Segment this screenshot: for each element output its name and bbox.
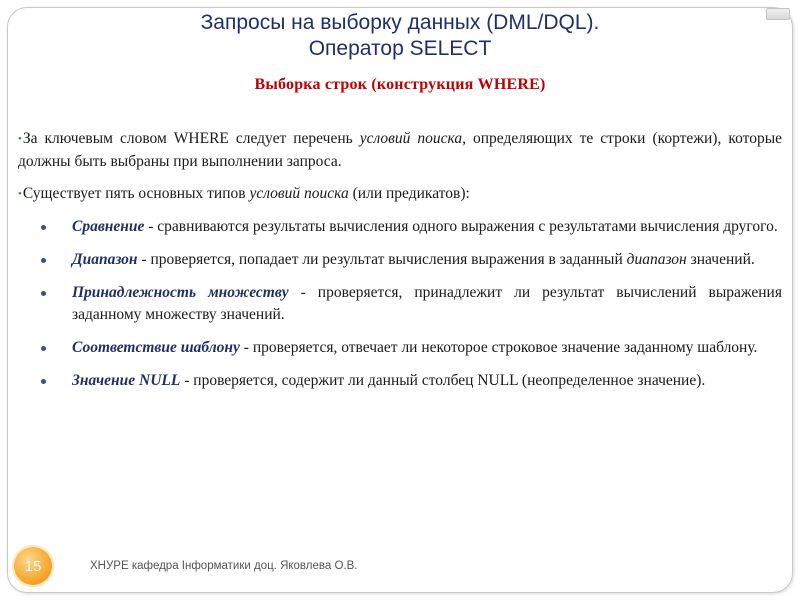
desc-comparison: - сравниваются результаты вычисления одного выражения с результатами вычисления другого. xyxy=(144,218,778,235)
list-bullet-icon xyxy=(41,291,46,296)
predicate-types-list xyxy=(18,216,782,392)
desc-range-after: значений. xyxy=(686,251,755,268)
list-bullet-icon xyxy=(41,258,46,263)
term-range: Диапазон xyxy=(72,251,138,268)
desc-membership: - проверяется, принадлежит ли результат вычислений выражения заданному множеству значений. xyxy=(72,284,782,323)
p1-after: , определяющих те строки (кортежи), которые должны быть выбраны при выполнении запроса. xyxy=(18,130,782,170)
list-item-comparison xyxy=(18,216,782,238)
paragraph-five-types xyxy=(18,183,782,206)
desc-pattern: - проверяется, отвечает ли некоторое строковое значение заданному шаблону. xyxy=(239,339,758,356)
list-item-range xyxy=(18,249,782,271)
page-number-badge: 15 xyxy=(12,545,54,587)
list-item-pattern xyxy=(18,337,782,359)
term-null: Значение NULL xyxy=(72,372,181,389)
bullet-dot-icon: • xyxy=(18,133,22,145)
desc-null: - проверяется, содержит ли данный столбец NULL (неопределенное значение). xyxy=(180,372,706,389)
slide-title-line1: Запросы на выборку данных (DML/DQL). xyxy=(200,11,600,34)
bullet-dot-icon: • xyxy=(18,188,22,200)
slide-title xyxy=(0,10,800,62)
list-bullet-icon xyxy=(41,225,46,230)
term-membership: Принадлежность множеству xyxy=(72,284,289,301)
desc-range: - проверяется, попадает ли результат вычисления выражения в заданный xyxy=(137,251,627,268)
slide-subtitle: Выборка строк (конструкция WHERE) xyxy=(254,76,546,93)
p2-after: (или предикатов): xyxy=(348,185,470,202)
p2-italic: условий поиска xyxy=(249,185,349,202)
term-pattern: Соответствие шаблону xyxy=(72,339,240,356)
p2-before: Существует пять основных типов xyxy=(22,185,250,202)
footer-text: ХНУРЕ кафедра Інформатики доц. Яковлева О.В. xyxy=(90,560,358,572)
list-bullet-icon xyxy=(41,379,46,384)
list-item-null xyxy=(18,370,782,392)
p1-italic: условий поиска xyxy=(359,130,463,147)
slide-content xyxy=(18,128,782,403)
slide-title-line2: Оператор SELECT xyxy=(308,37,492,60)
term-comparison: Сравнение xyxy=(72,218,145,235)
paragraph-where-intro xyxy=(18,128,782,173)
list-bullet-icon xyxy=(41,346,46,351)
desc-range-italic: диапазон xyxy=(626,251,687,268)
list-item-membership xyxy=(18,282,782,326)
p1-before: За ключевым словом WHERE следует перечень xyxy=(22,130,360,147)
